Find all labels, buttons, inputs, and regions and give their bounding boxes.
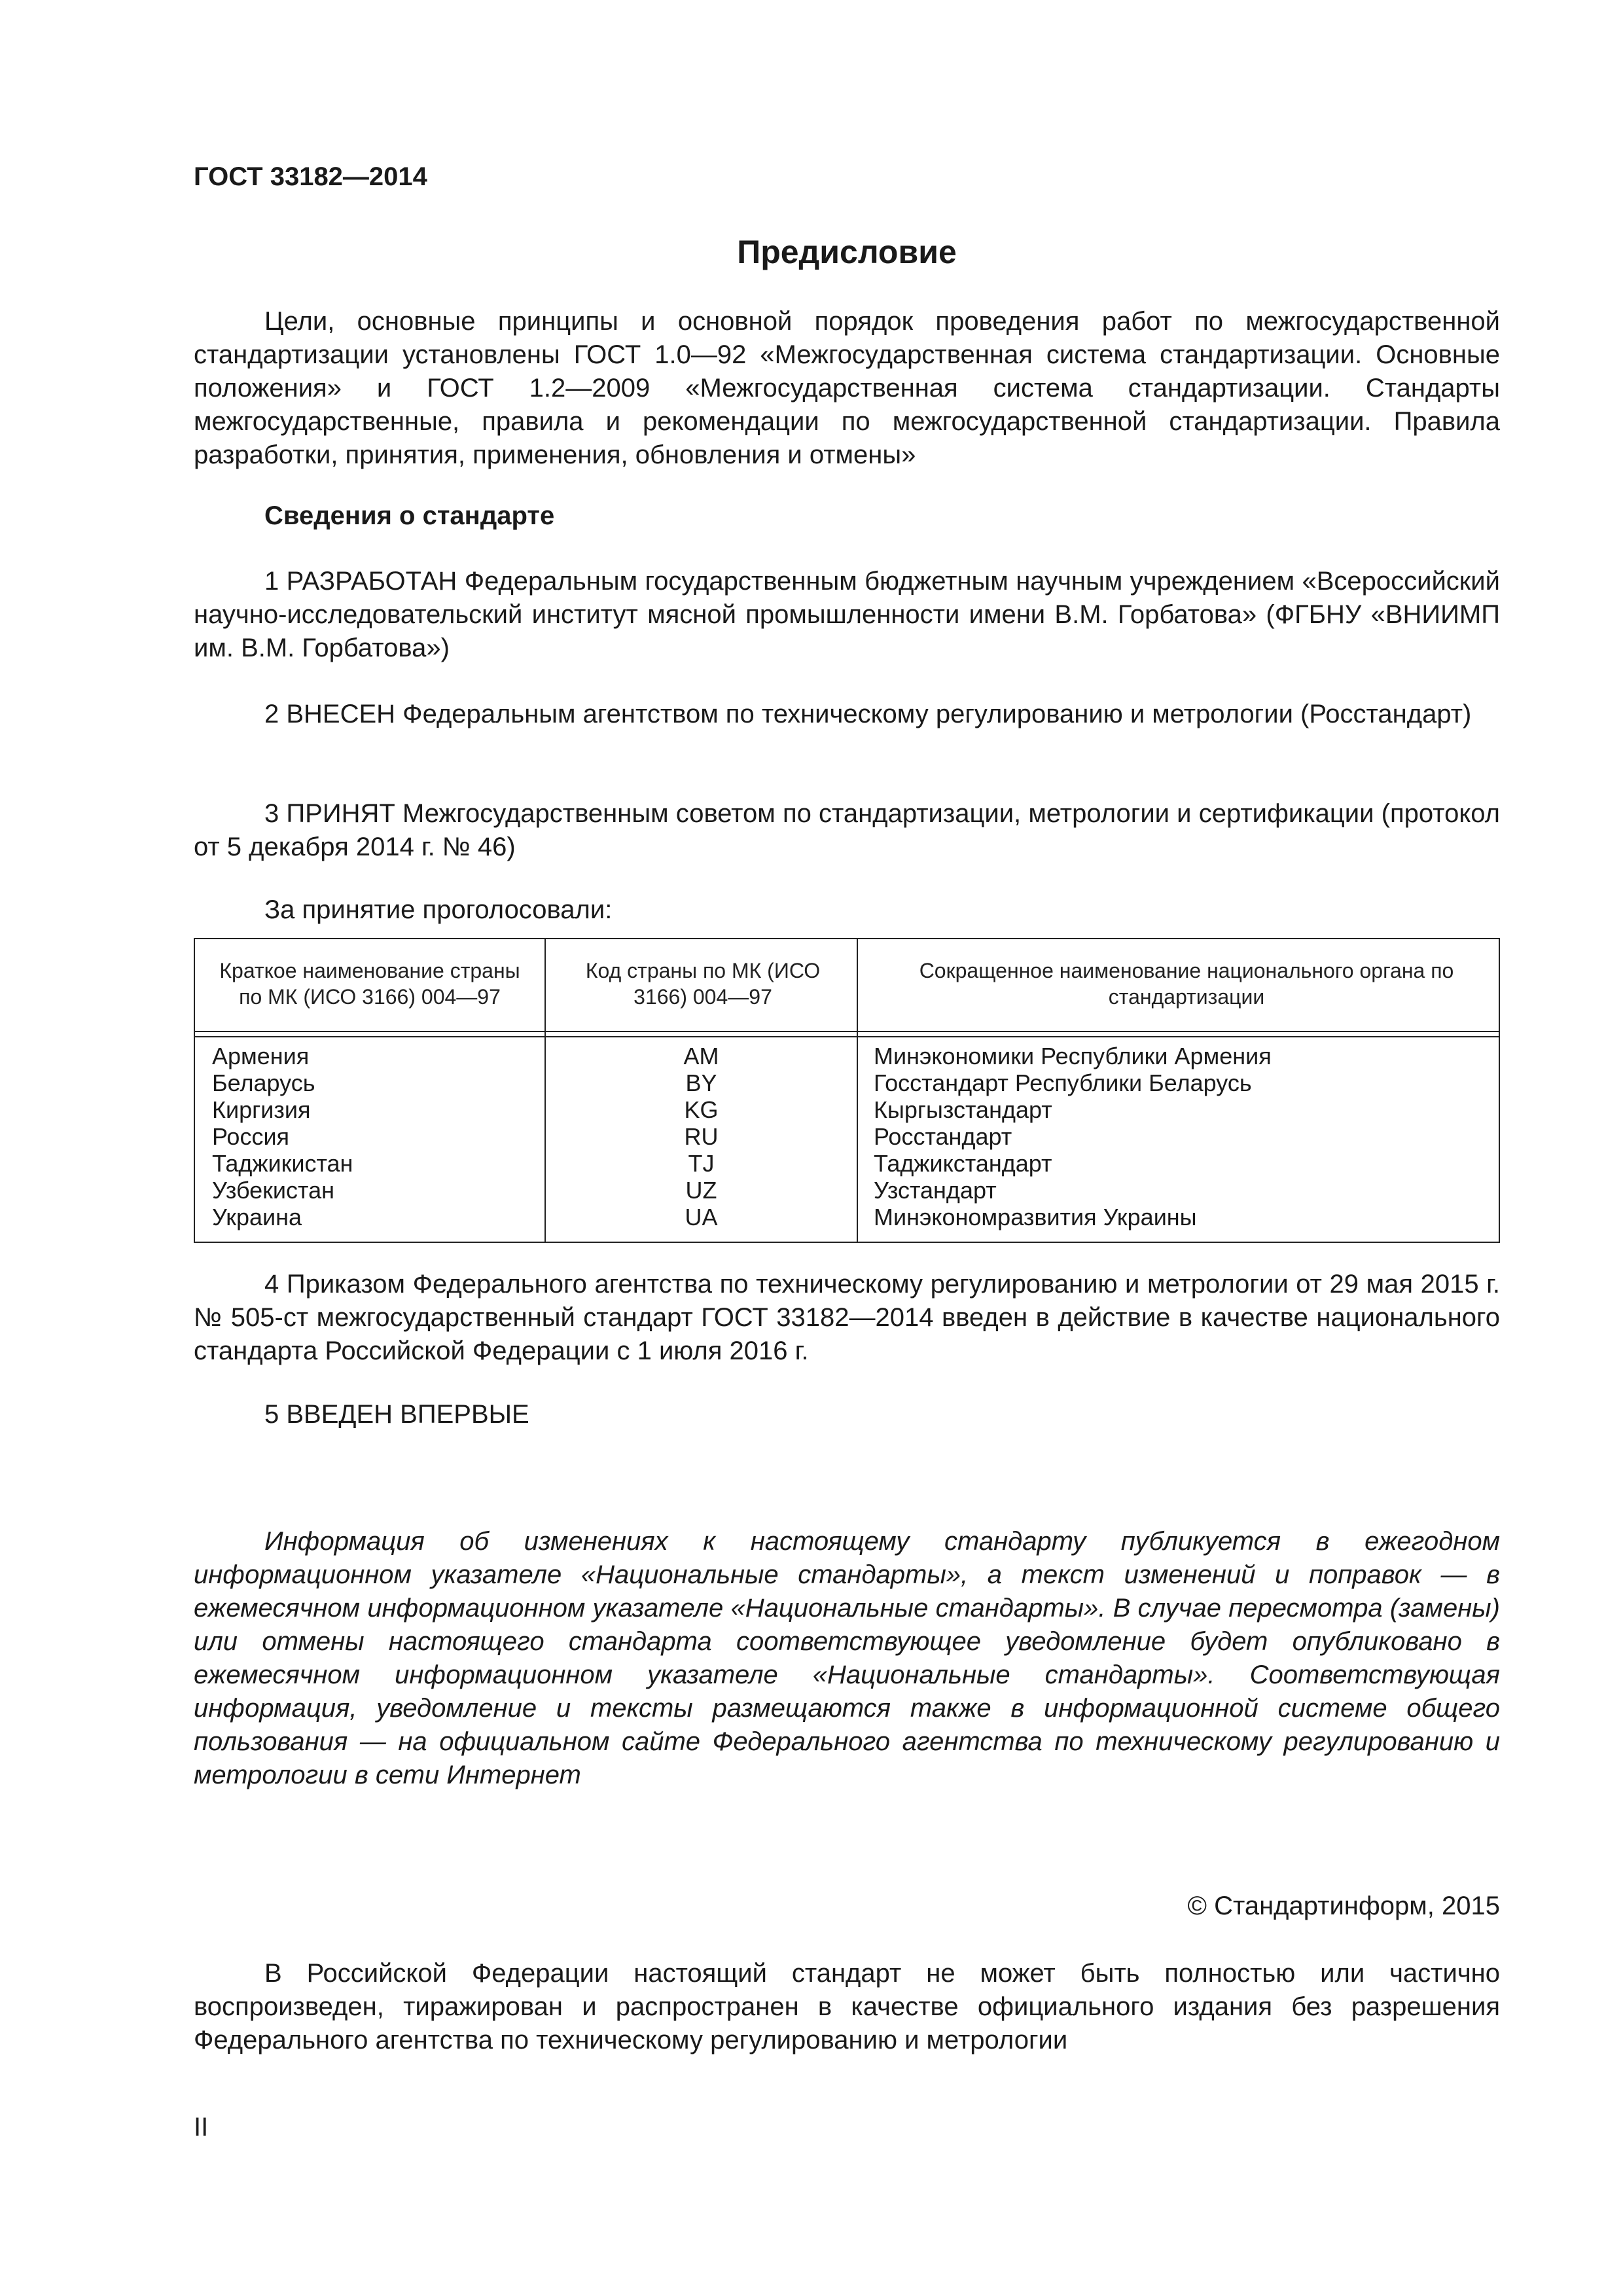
document-code: ГОСТ 33182—2014: [194, 162, 427, 191]
table-cell-body: Минэкономразвития Украины: [874, 1204, 1197, 1230]
table-cell-country: Киргизия: [212, 1096, 311, 1123]
column-header-code: Код страны по МК (ИСО 3166) 004—97: [585, 959, 821, 1009]
intro-paragraph: Цели, основные принципы и основной порядок проведения работ по межгосударственной стандартизации установлены ГОСТ 1.0—92 «Межгосударственная система стандартизации. Основные положения» и ГОСТ 1.2—2009 «Межгосударственная система стандартизации. Стандарты межгосударственные, правила и рекомендации по межгосударственной стандартизации. Правила разработки, принятия, применения, обновления и отмены»: [194, 307, 1500, 469]
table-cell-code: AM: [683, 1043, 719, 1069]
column-header-country: Краткое наименование страны по МК (ИСО 3166) 004—97: [219, 959, 520, 1009]
table-header-rule: [195, 1031, 1499, 1032]
table-cell-country: Россия: [212, 1123, 290, 1150]
voting-table: [194, 938, 1500, 1243]
amendments-notice: Информация об изменениях к настоящему стандарту публикуется в ежегодном информационном указателе «Национальные стандарты», а текст изменений и поправок — в ежемесячном информационном указателе «Национальные стандарты». В случае пересмотра (замены) или отмены настоящего стандарта соответствующее уведомление будет опубликовано в ежемесячном информационном указателе «Национальные стандарты». Соответствующая информация, уведомление и тексты размещаются также в информационной системе общего пользования — на официальном сайте Федерального агентства по техническому регулированию и метрологии в сети Интернет: [194, 1527, 1500, 1789]
page-title: Предисловие: [737, 234, 957, 270]
item-developed: 1 РАЗРАБОТАН Федеральным государственным бюджетным научным учреждением «Всероссийский научно-исследовательский институт мясной промышленности имени В.М. Горбатова» (ФГБНУ «ВНИИМП им. В.М. Горбатова»): [194, 567, 1500, 662]
country-column: [212, 1043, 353, 1230]
reproduction-notice: В Российской Федерации настоящий стандарт не может быть полностью или частично воспроизведен, тиражирован и распространен в качестве официального издания без разрешения Федерального агентства по техническому регулированию и метрологии: [194, 1959, 1500, 2054]
section-subheading: Сведения о стандарте: [264, 501, 555, 530]
item-adopted: 3 ПРИНЯТ Межгосударственным советом по стандартизации, метрологии и сертификации (протокол от 5 декабря 2014 г. № 46): [194, 799, 1500, 861]
table-divider: [857, 939, 858, 1242]
page-number: II: [194, 2113, 209, 2142]
table-cell-country: Беларусь: [212, 1069, 315, 1096]
table-cell-code: BY: [685, 1069, 717, 1096]
table-cell-body: Минэкономики Республики Армения: [874, 1043, 1272, 1069]
table-cell-country: Армения: [212, 1043, 310, 1069]
item-first-introduced: 5 ВВЕДЕН ВПЕРВЫЕ: [264, 1400, 529, 1429]
table-header-rule: [195, 1036, 1499, 1037]
item-submitted: 2 ВНЕСЕН Федеральным агентством по техническому регулированию и метрологии (Росстандарт): [264, 700, 1472, 728]
table-cell-code: RU: [684, 1123, 719, 1150]
copyright-line: © Стандартинформ, 2015: [1187, 1892, 1500, 1920]
table-cell-country: Узбекистан: [212, 1177, 335, 1204]
votes-intro: За принятие проголосовали:: [264, 895, 613, 924]
table-cell-body: Таджикстандарт: [874, 1150, 1052, 1177]
table-cell-body: Узстандарт: [874, 1177, 997, 1204]
table-cell-body: Госстандарт Республики Беларусь: [874, 1069, 1252, 1096]
body-column: [874, 1043, 1272, 1230]
table-cell-code: UZ: [685, 1177, 717, 1204]
table-cell-code: TJ: [688, 1150, 715, 1177]
table-cell-country: Таджикистан: [212, 1150, 353, 1177]
table-cell-body: Кыргызстандарт: [874, 1096, 1052, 1123]
column-header-body: Сокращенное наименование национального органа по стандартизации: [919, 959, 1454, 1009]
table-cell-code: UA: [685, 1204, 718, 1230]
code-column: [546, 1043, 857, 1230]
item-enacted: 4 Приказом Федерального агентства по техническому регулированию и метрологии от 29 мая 2015 г. № 505-ст межгосударственный стандарт ГОСТ 33182—2014 введен в действие в качестве национального стандарта Российской Федерации с 1 июля 2016 г.: [194, 1270, 1500, 1365]
table-cell-country: Украина: [212, 1204, 302, 1230]
table-cell-code: KG: [684, 1096, 719, 1123]
table-cell-body: Росстандарт: [874, 1123, 1012, 1150]
